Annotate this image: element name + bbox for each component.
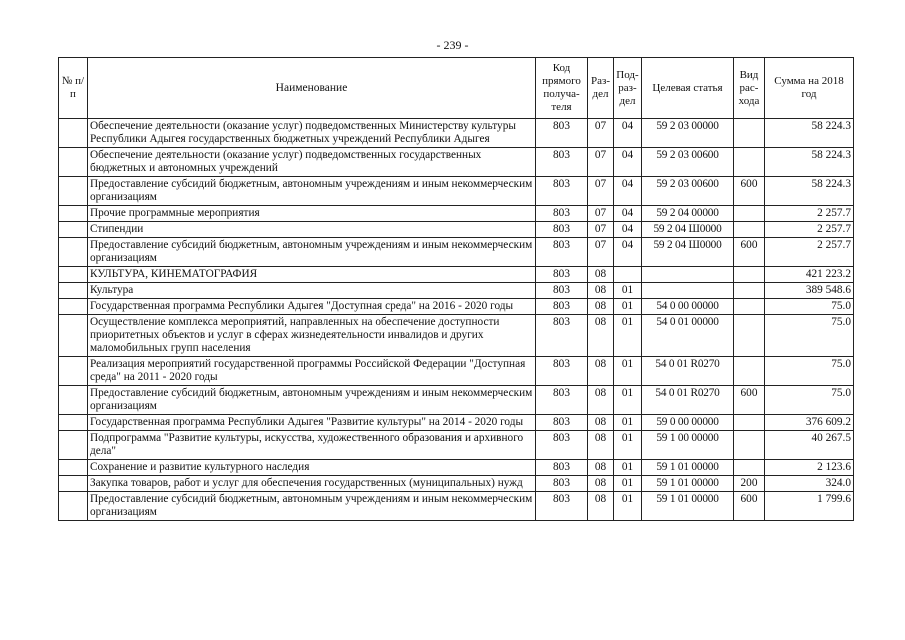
cell-kod: 803: [536, 386, 588, 415]
cell-vid: [734, 357, 765, 386]
header-summa: Сумма на 2018 год: [765, 58, 854, 119]
cell-statya: 59 2 04 00000: [642, 206, 734, 222]
cell-razdel: 08: [588, 492, 614, 521]
cell-vid: [734, 431, 765, 460]
cell-razdel: 08: [588, 415, 614, 431]
cell-name: Стипендии: [88, 222, 536, 238]
cell-kod: 803: [536, 476, 588, 492]
cell-kod: 803: [536, 283, 588, 299]
table-row: [59, 238, 854, 267]
cell-statya: [642, 267, 734, 283]
cell-statya: 59 1 01 00000: [642, 476, 734, 492]
cell-name: Сохранение и развитие культурного наследия: [88, 460, 536, 476]
cell-razdel: 08: [588, 315, 614, 357]
cell-vid: [734, 119, 765, 148]
cell-podrazdel: 04: [614, 206, 642, 222]
cell-name: Государственная программа Республики Адыгея "Доступная среда" на 2016 - 2020 годы: [88, 299, 536, 315]
cell-vid: 600: [734, 492, 765, 521]
cell-razdel: 07: [588, 148, 614, 177]
cell-summa: 421 223.2: [765, 267, 854, 283]
cell-podrazdel: [614, 267, 642, 283]
cell-num: [59, 315, 88, 357]
cell-razdel: 07: [588, 206, 614, 222]
cell-summa: 75.0: [765, 315, 854, 357]
table-row: [59, 206, 854, 222]
cell-vid: 600: [734, 238, 765, 267]
cell-statya: 59 1 01 00000: [642, 492, 734, 521]
header-name: Наименование: [88, 58, 536, 119]
cell-podrazdel: 01: [614, 431, 642, 460]
cell-vid: [734, 315, 765, 357]
cell-num: [59, 460, 88, 476]
cell-statya: 59 1 01 00000: [642, 460, 734, 476]
header-statya: Целевая статья: [642, 58, 734, 119]
cell-statya: 59 2 03 00600: [642, 148, 734, 177]
table-row: [59, 177, 854, 206]
cell-kod: 803: [536, 222, 588, 238]
cell-podrazdel: 01: [614, 315, 642, 357]
cell-summa: 376 609.2: [765, 415, 854, 431]
cell-kod: 803: [536, 238, 588, 267]
cell-vid: [734, 299, 765, 315]
cell-name: Предоставление субсидий бюджетным, автономным учреждениям и иным некоммерческим организациям: [88, 386, 536, 415]
cell-kod: 803: [536, 357, 588, 386]
page-number: - 239 -: [436, 38, 469, 52]
table-row: [59, 492, 854, 521]
cell-name: Предоставление субсидий бюджетным, автономным учреждениям и иным некоммерческим организациям: [88, 177, 536, 206]
cell-statya: 59 0 00 00000: [642, 415, 734, 431]
cell-razdel: 08: [588, 431, 614, 460]
cell-vid: [734, 206, 765, 222]
cell-podrazdel: 04: [614, 177, 642, 206]
cell-statya: [642, 283, 734, 299]
table-row: [59, 386, 854, 415]
cell-summa: 1 799.6: [765, 492, 854, 521]
table-row: [59, 460, 854, 476]
cell-statya: 59 2 03 00600: [642, 177, 734, 206]
cell-podrazdel: 01: [614, 386, 642, 415]
cell-num: [59, 415, 88, 431]
table-row: [59, 222, 854, 238]
cell-vid: [734, 283, 765, 299]
cell-name: Предоставление субсидий бюджетным, автономным учреждениям и иным некоммерческим организациям: [88, 492, 536, 521]
cell-summa: 2 257.7: [765, 206, 854, 222]
cell-vid: 200: [734, 476, 765, 492]
cell-name: Обеспечение деятельности (оказание услуг) подведомственных Министерству культуры Республики Адыгея государственных бюджетных учреждений Республики Адыгея: [88, 119, 536, 148]
cell-podrazdel: 01: [614, 283, 642, 299]
cell-razdel: 08: [588, 460, 614, 476]
cell-podrazdel: 01: [614, 299, 642, 315]
cell-statya: 54 0 01 R0270: [642, 386, 734, 415]
cell-statya: 59 1 00 00000: [642, 431, 734, 460]
cell-kod: 803: [536, 267, 588, 283]
cell-razdel: 08: [588, 283, 614, 299]
cell-name: Обеспечение деятельности (оказание услуг) подведомственных государственных бюджетных и автономных учреждений: [88, 148, 536, 177]
budget-table: [58, 57, 854, 521]
cell-summa: 2 257.7: [765, 222, 854, 238]
cell-podrazdel: 04: [614, 222, 642, 238]
cell-statya: 59 2 03 00000: [642, 119, 734, 148]
cell-num: [59, 492, 88, 521]
table-row: [59, 267, 854, 283]
cell-num: [59, 299, 88, 315]
cell-name: Реализация мероприятий государственной программы Российской Федерации "Доступная среда" на 2011 - 2020 годы: [88, 357, 536, 386]
table-row: [59, 315, 854, 357]
header-razdel: Раз-дел: [588, 58, 614, 119]
cell-num: [59, 148, 88, 177]
cell-summa: 389 548.6: [765, 283, 854, 299]
cell-vid: [734, 267, 765, 283]
table-row: [59, 357, 854, 386]
cell-vid: 600: [734, 386, 765, 415]
cell-razdel: 08: [588, 386, 614, 415]
cell-razdel: 07: [588, 177, 614, 206]
header-kod: Код прямого получа-теля: [536, 58, 588, 119]
cell-podrazdel: 01: [614, 415, 642, 431]
table-header-row: [59, 58, 854, 119]
cell-kod: 803: [536, 119, 588, 148]
table-row: [59, 148, 854, 177]
cell-kod: 803: [536, 299, 588, 315]
cell-podrazdel: 01: [614, 357, 642, 386]
cell-razdel: 08: [588, 299, 614, 315]
cell-name: Подпрограмма "Развитие культуры, искусства, художественного образования и архивного дела": [88, 431, 536, 460]
cell-kod: 803: [536, 148, 588, 177]
cell-kod: 803: [536, 206, 588, 222]
cell-num: [59, 283, 88, 299]
table-row: [59, 431, 854, 460]
cell-podrazdel: 04: [614, 148, 642, 177]
cell-summa: 58 224.3: [765, 177, 854, 206]
table-row: [59, 476, 854, 492]
cell-vid: [734, 148, 765, 177]
header-vid: Вид рас-хода: [734, 58, 765, 119]
table-row: [59, 299, 854, 315]
cell-razdel: 07: [588, 222, 614, 238]
cell-num: [59, 431, 88, 460]
cell-statya: 59 2 04 Ш0000: [642, 238, 734, 267]
cell-summa: 75.0: [765, 386, 854, 415]
cell-name: Закупка товаров, работ и услуг для обеспечения государственных (муниципальных) нужд: [88, 476, 536, 492]
cell-num: [59, 206, 88, 222]
table-row: [59, 119, 854, 148]
cell-kod: 803: [536, 315, 588, 357]
cell-name: Предоставление субсидий бюджетным, автономным учреждениям и иным некоммерческим организациям: [88, 238, 536, 267]
cell-kod: 803: [536, 431, 588, 460]
cell-name: КУЛЬТУРА, КИНЕМАТОГРАФИЯ: [88, 267, 536, 283]
cell-razdel: 07: [588, 238, 614, 267]
cell-vid: 600: [734, 177, 765, 206]
cell-podrazdel: 04: [614, 119, 642, 148]
cell-summa: 2 123.6: [765, 460, 854, 476]
cell-razdel: 08: [588, 357, 614, 386]
cell-razdel: 08: [588, 476, 614, 492]
cell-summa: 2 257.7: [765, 238, 854, 267]
cell-statya: 54 0 00 00000: [642, 299, 734, 315]
cell-summa: 324.0: [765, 476, 854, 492]
cell-vid: [734, 222, 765, 238]
cell-summa: 40 267.5: [765, 431, 854, 460]
cell-num: [59, 177, 88, 206]
cell-summa: 58 224.3: [765, 148, 854, 177]
cell-num: [59, 222, 88, 238]
cell-statya: 54 0 01 00000: [642, 315, 734, 357]
table-row: [59, 415, 854, 431]
cell-name: Культура: [88, 283, 536, 299]
cell-podrazdel: 01: [614, 476, 642, 492]
cell-vid: [734, 460, 765, 476]
cell-statya: 54 0 01 R0270: [642, 357, 734, 386]
header-num: № п/п: [59, 58, 88, 119]
cell-kod: 803: [536, 177, 588, 206]
cell-kod: 803: [536, 492, 588, 521]
cell-num: [59, 267, 88, 283]
cell-summa: 75.0: [765, 357, 854, 386]
cell-name: Осуществление комплекса мероприятий, направленных на обеспечение доступности приоритетных объектов и услуг в сферах жизнедеятельности инвалидов и других маломобильных групп населения: [88, 315, 536, 357]
cell-razdel: 08: [588, 267, 614, 283]
cell-razdel: 07: [588, 119, 614, 148]
cell-num: [59, 476, 88, 492]
cell-vid: [734, 415, 765, 431]
cell-summa: 75.0: [765, 299, 854, 315]
cell-kod: 803: [536, 460, 588, 476]
cell-podrazdel: 04: [614, 238, 642, 267]
table-row: [59, 283, 854, 299]
header-podrazdel: Под-раз-дел: [614, 58, 642, 119]
cell-statya: 59 2 04 Ш0000: [642, 222, 734, 238]
cell-summa: 58 224.3: [765, 119, 854, 148]
cell-num: [59, 386, 88, 415]
cell-num: [59, 119, 88, 148]
cell-kod: 803: [536, 415, 588, 431]
cell-name: Прочие программные мероприятия: [88, 206, 536, 222]
cell-podrazdel: 01: [614, 460, 642, 476]
cell-num: [59, 238, 88, 267]
cell-num: [59, 357, 88, 386]
cell-podrazdel: 01: [614, 492, 642, 521]
cell-name: Государственная программа Республики Адыгея "Развитие культуры" на 2014 - 2020 годы: [88, 415, 536, 431]
